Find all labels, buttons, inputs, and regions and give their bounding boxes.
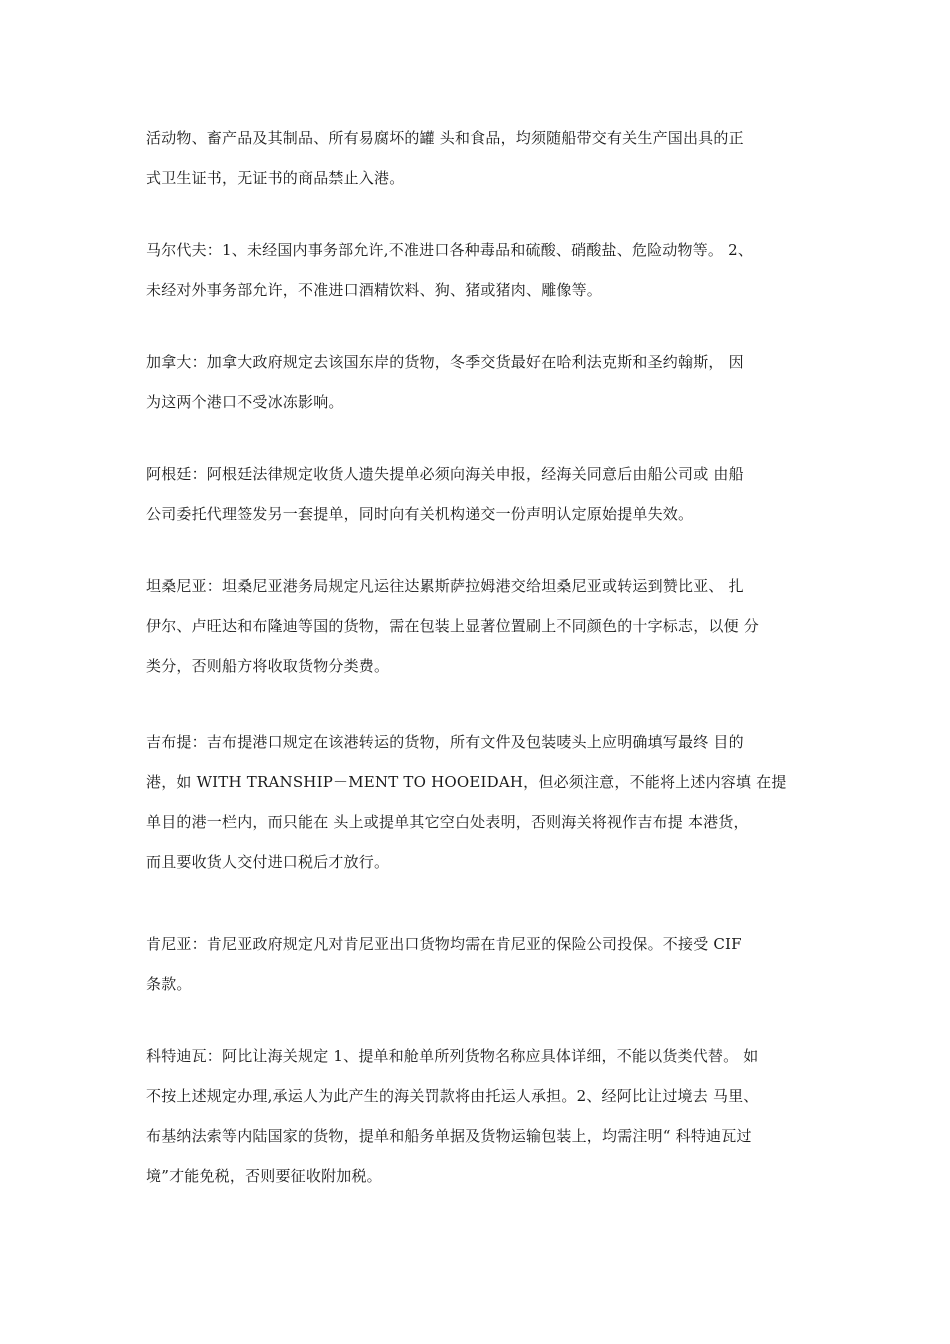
paragraph-tanzania: [146, 566, 816, 686]
text-line: 马尔代夫：1、未经国内事务部允许,不准进口各种毒品和硫酸、硝酸盐、危险动物等。 2、: [146, 241, 754, 259]
paragraph-maldives: [146, 230, 816, 310]
paragraph-sanitary-certificate: [146, 118, 816, 198]
text-line: 吉布提：吉布提港口规定在该港转运的货物，所有文件及包装唛头上应明确填写最终 目的: [146, 733, 744, 751]
text-line: 未经对外事务部允许，不准进口酒精饮料、狗、猪或猪肉、雕像等。: [146, 281, 603, 299]
paragraph-djibouti: [146, 722, 816, 882]
paragraph-kenya: [146, 924, 816, 1004]
paragraph-argentina: [146, 454, 816, 534]
text-line: 科特迪瓦：阿比让海关规定 1、提单和舱单所列货物名称应具体详细，不能以货类代替。 如: [146, 1047, 759, 1065]
text-line: 不按上述规定办理,承运人为此产生的海关罚款将由托运人承担。2、经阿比让过境去 马里、: [146, 1087, 759, 1105]
text-line: 条款。: [146, 975, 192, 993]
text-line: 境”才能免税，否则要征收附加税。: [146, 1167, 382, 1185]
text-line: 坦桑尼亚：坦桑尼亚港务局规定凡运往达累斯萨拉姆港交给坦桑尼亚或转运到赞比亚、 扎: [146, 577, 744, 595]
text-line: 阿根廷：阿根廷法律规定收货人遗失提单必须向海关申报，经海关同意后由船公司或 由船: [146, 465, 744, 483]
paragraph-canada: [146, 342, 816, 422]
text-line: 公司委托代理签发另一套提单，同时向有关机构递交一份声明认定原始提单失效。: [146, 505, 694, 523]
text-line: 而且要收货人交付进口税后才放行。: [146, 853, 390, 871]
text-line: 伊尔、卢旺达和布隆迪等国的货物，需在包装上显著位置刷上不同颜色的十字标志，以便 分: [146, 617, 759, 635]
text-line: 活动物、畜产品及其制品、所有易腐坏的罐 头和食品，均须随船带交有关生产国出具的正: [146, 129, 744, 147]
text-line: 类分，否则船方将收取货物分类费。: [146, 657, 390, 675]
text-line: 式卫生证书，无证书的商品禁止入港。: [146, 169, 405, 187]
paragraph-cote-divoire: [146, 1036, 816, 1196]
text-line: 加拿大：加拿大政府规定去该国东岸的货物，冬季交货最好在哈利法克斯和圣约翰斯， 因: [146, 353, 744, 371]
text-line: 单目的港一栏内，而只能在 头上或提单其它空白处表明，否则海关将视作吉布提 本港货，: [146, 813, 749, 831]
text-line: 布基纳法索等内陆国家的货物，提单和船务单据及货物运输包装上，均需注明“ 科特迪瓦过: [146, 1127, 752, 1145]
text-line: 为这两个港口不受冰冻影响。: [146, 393, 344, 411]
text-line: 肯尼亚：肯尼亚政府规定凡对肯尼亚出口货物均需在肯尼亚的保险公司投保。不接受 CIF: [146, 935, 742, 953]
text-line: 港，如 WITH TRANSHIP－MENT TO HOOEIDAH，但必须注意，不能将上述内容填 在提: [146, 773, 787, 791]
